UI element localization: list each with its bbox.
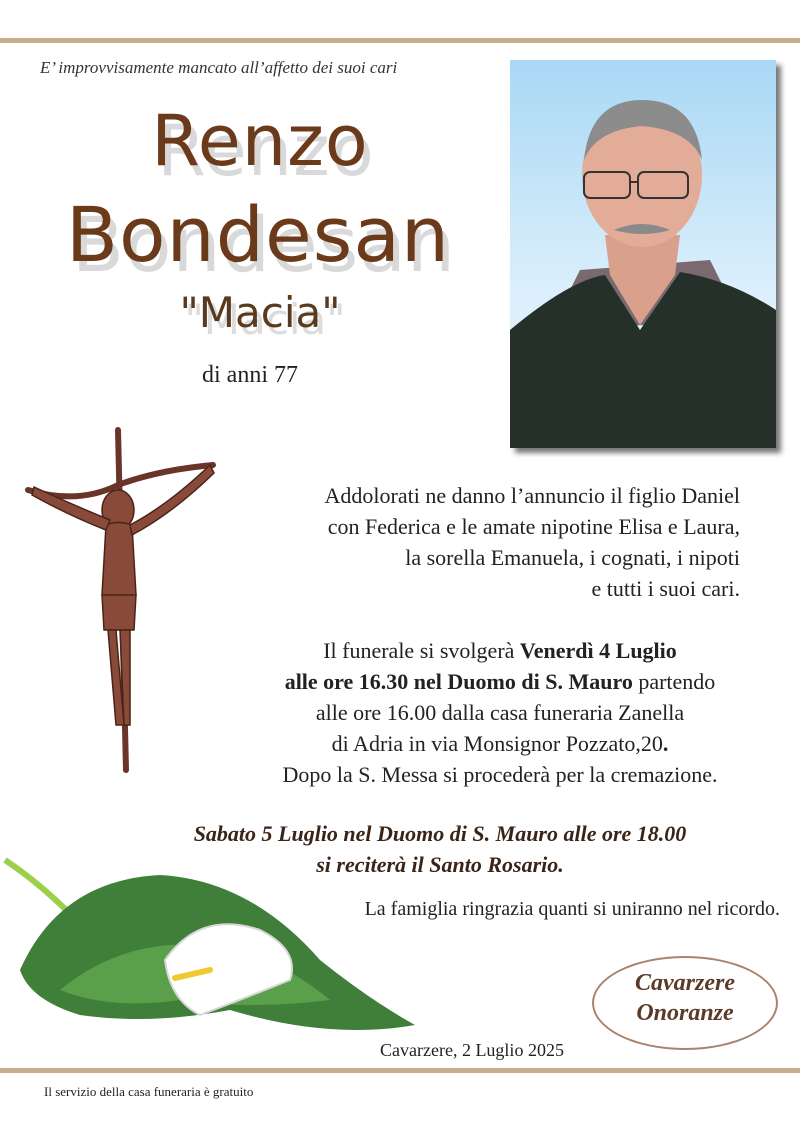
announcement	[325, 480, 740, 604]
footer-note: Il servizio della casa funeraria è gratuito	[44, 1084, 254, 1099]
funeral-text: Dopo la S. Messa si procederà per la cremazione.	[282, 762, 718, 787]
first-name: Renzo	[151, 100, 369, 182]
funeral-details	[200, 635, 800, 790]
funeral-home-logo	[592, 956, 778, 1050]
rosary-line: Sabato 5 Luglio nel Duomo di S. Mauro alle ore 18.00	[193, 821, 687, 846]
announcement-line: e tutti i suoi cari.	[591, 576, 740, 601]
funeral-date: Venerdì 4 Luglio	[519, 638, 677, 663]
logo-line: Onoranze	[636, 1000, 734, 1026]
intro-text: E’ improvvisamente mancato all’affetto dei suoi cari	[40, 58, 398, 77]
last-name: Bondesan	[65, 190, 451, 279]
logo-line: Cavarzere	[635, 970, 735, 996]
bottom-divider	[0, 1068, 800, 1073]
age: di anni 77	[202, 362, 298, 388]
funeral-time-place: alle ore 16.30 nel Duomo di S. Mauro	[284, 669, 633, 694]
rosary-line: si reciterà il Santo Rosario.	[316, 852, 564, 877]
funeral-text: alle ore 16.00 dalla casa funeraria Zanella	[315, 700, 685, 725]
nickname: "Macia"	[179, 288, 341, 337]
funeral-text: di Adria in via Monsignor Pozzato,20	[331, 731, 663, 756]
announcement-line: con Federica e le amate nipotine Elisa e Laura,	[327, 514, 740, 539]
calla-lily-icon	[0, 850, 420, 1050]
funeral-text: Il funerale si svolgerà	[323, 638, 520, 663]
announcement-line: Addolorati ne danno l’annuncio il figlio Daniel	[324, 483, 740, 508]
top-divider	[0, 38, 800, 43]
funeral-text: partendo	[632, 669, 716, 694]
portrait-photo	[510, 60, 776, 448]
crucifix-icon	[18, 425, 218, 775]
announcement-line: la sorella Emanuela, i cognati, i nipoti	[405, 545, 740, 570]
thanks-text: La famiglia ringrazia quanti si uniranno nel ricordo.	[364, 898, 780, 920]
funeral-text: .	[662, 731, 669, 756]
dateline: Cavarzere, 2 Luglio 2025	[380, 1040, 564, 1060]
